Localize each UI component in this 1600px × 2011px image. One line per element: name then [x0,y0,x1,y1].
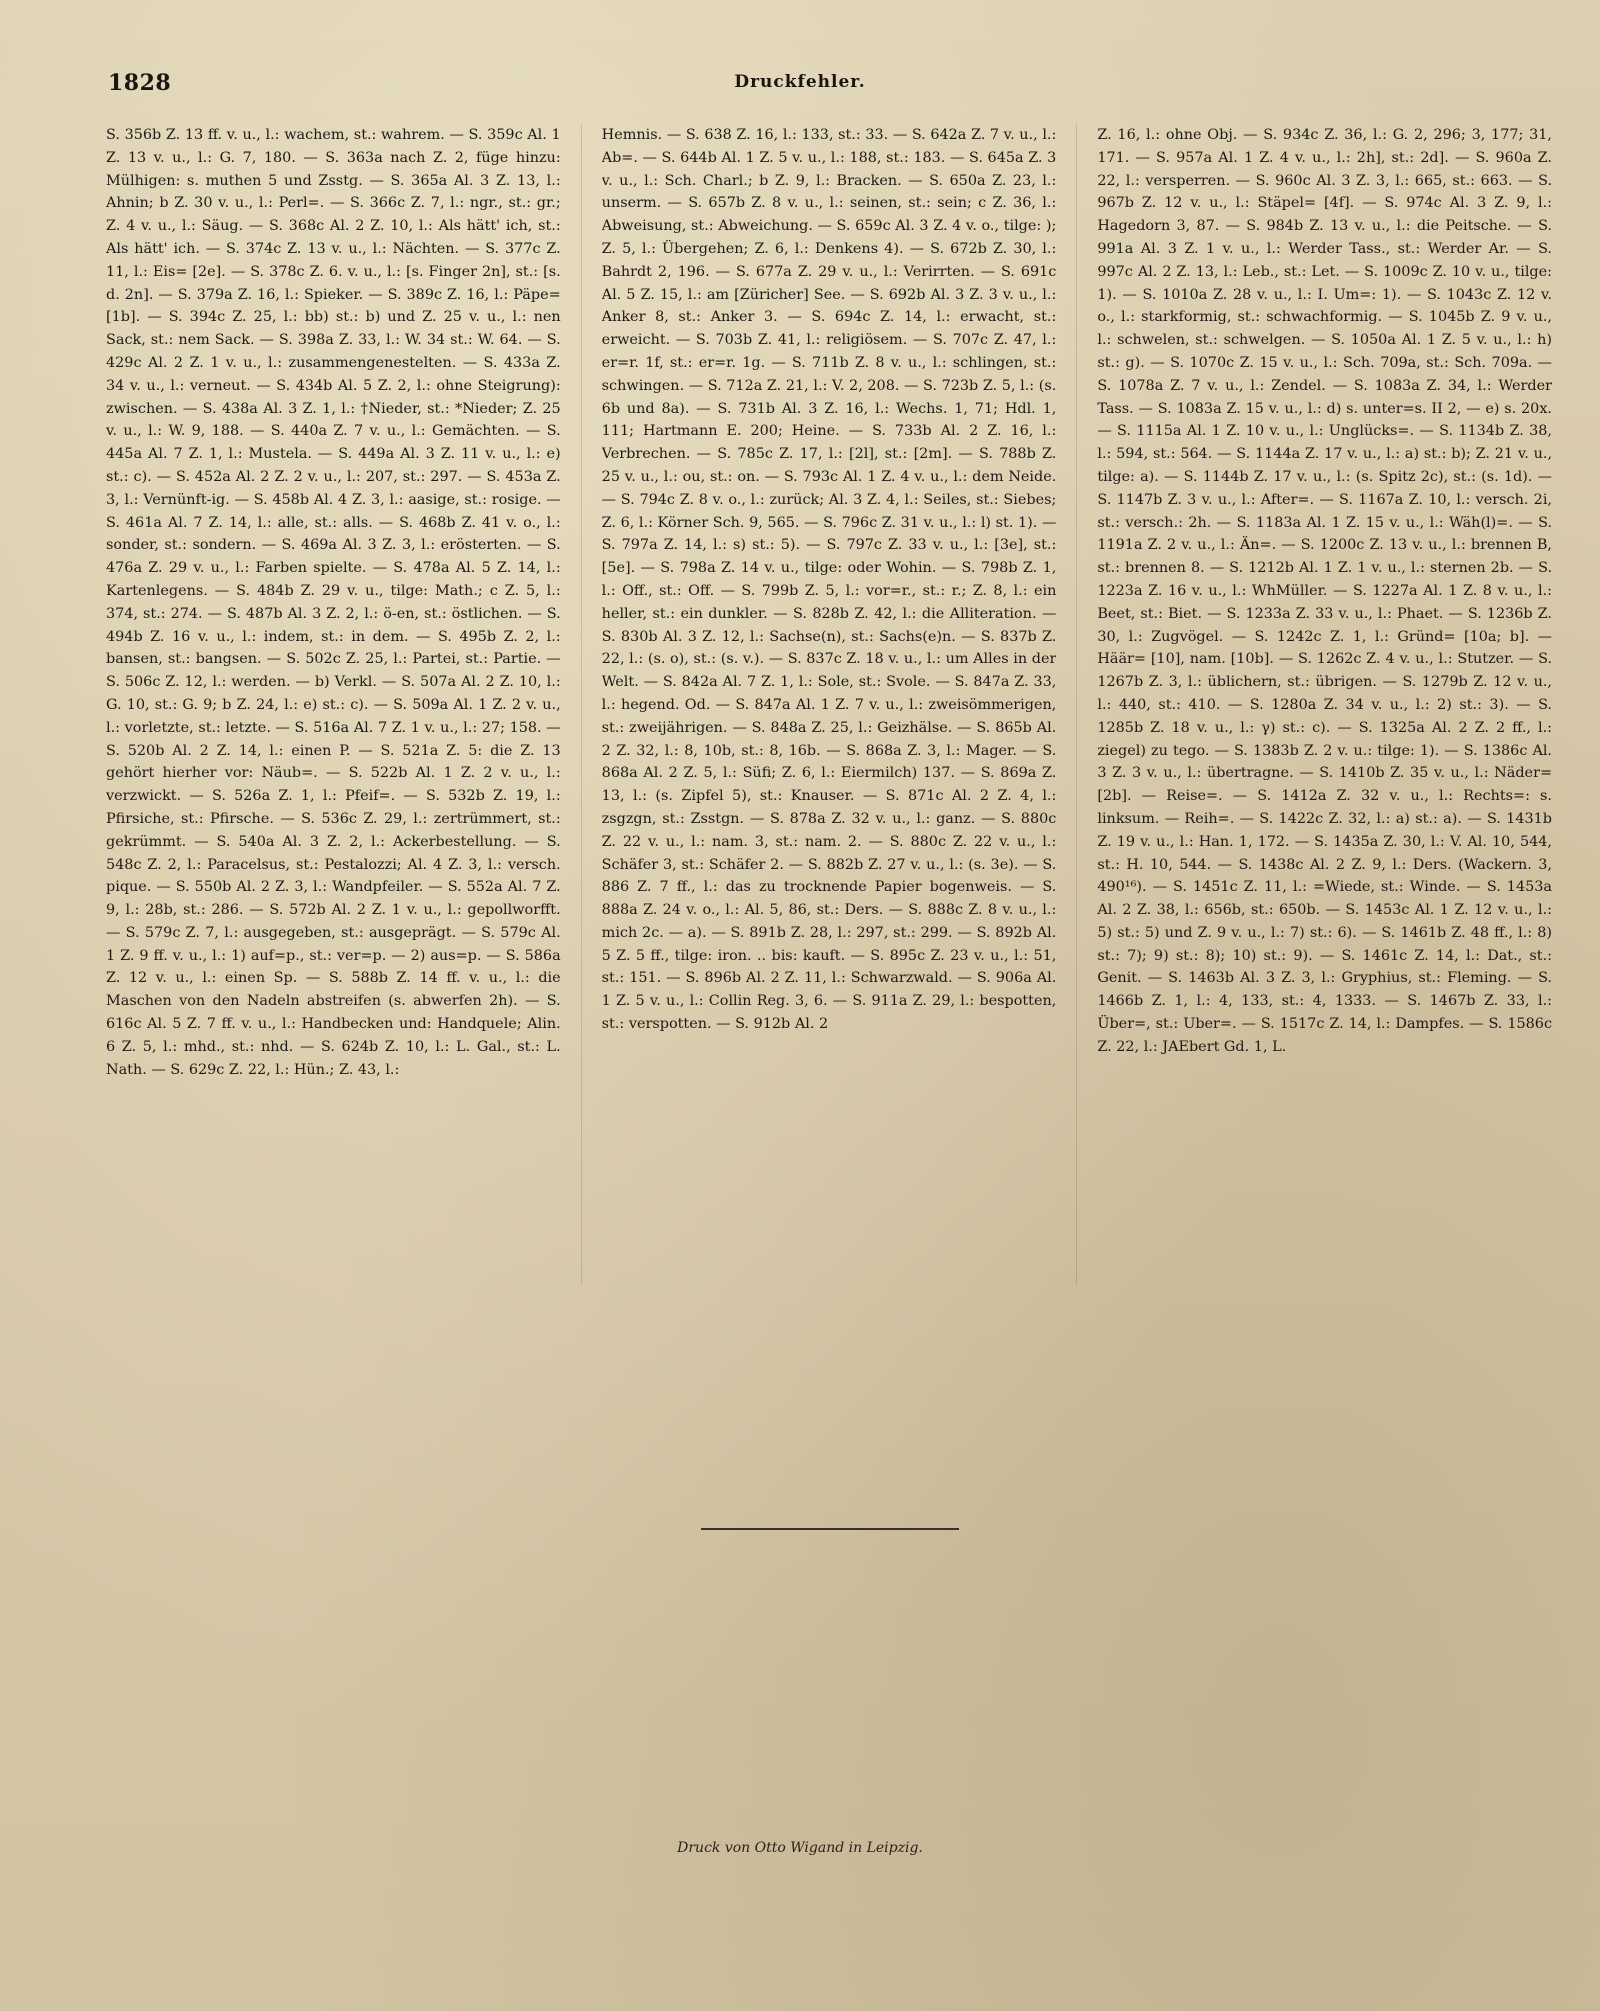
column-gutter [581,124,582,1284]
printer-imprint: Druck von Otto Wigand in Leipzig. [677,1840,923,1856]
errata-columns [106,124,1552,1284]
errata-column-left: S. 356b Z. 13 ff. v. u., l.: wachem, st.: wahrem. — S. 359c Al. 1 Z. 13 v. u., l.: G. 7, 180. — S. 363a nach Z. 2, füge hinzu: Mülhigen: s. muthen 5 und Zsstg. — S. 365a Al. 3 Z. 13, l.: Ahnin; b Z. 30 v. u., l.: Perl=. — S. 366c Z. 7, l.: ngr., st.: gr.; Z. 4 v. u., l.: Säug. — S. 368c Al. 2 Z. 10, l.: Als hätt' ich, st.: Als hätt' ich. — S. 374c Z. 13 v. u., l.: Nächten. — S. 377c Z. 11, l.: Eis= [2e]. — S. 378c Z. 6. v. u., l.: [s. Finger 2n], st.: [s. d. 2n]. — S. 379a Z. 16, l.: Spieker. — S. 389c Z. 16, l.: Päpe= [1b]. — S. 394c Z. 25, l.: bb) st.: b) und Z. 25 v. u., l.: nen Sack, st.: nem Sack. — S. 398a Z. 33, l.: W. 34 st.: W. 64. — S. 429c Al. 2 Z. 1 v. u., l.: zusammengenestelten. — S. 433a Z. 34 v. u., l.: verneut. — S. 434b Al. 5 Z. 2, l.: ohne Steigrung): zwischen. — S. 438a Al. 3 Z. 1, l.: †Nieder, st.: *Nieder; Z. 25 v. u., l.: W. 9, 188. — S. 440a Z. 7 v. u., l.: Gemächten. — S. 445a Al. 7 Z. 1, l.: Mustela. — S. 449a Al. 3 Z. 11 v. u., l.: e) st.: c). — S. 452a Al. 2 Z. 2 v. u., l.: 207, st.: 297. — S. 453a Z. 3, l.: Vernünft-ig. — S. 458b Al. 4 Z. 3, l.: aasige, st.: rosige. — S. 461a Al. 7 Z. 14, l.: alle, st.: alls. — S. 468b Z. 41 v. o., l.: sonder, st.: sondern. — S. 469a Al. 3 Z. 3, l.: erösterten. — S. 476a Z. 29 v. u., l.: Farben spielte. — S. 478a Al. 5 Z. 14, l.: Kartenlegens. — S. 484b Z. 29 v. u., tilge: Math.; c Z. 5, l.: 374, st.: 274. — S. 487b Al. 3 Z. 2, l.: ö-en, st.: östlichen. — S. 494b Z. 16 v. u., l.: indem, st.: in dem. — S. 495b Z. 2, l.: bansen, st.: bangsen. — S. 502c Z. 25, l.: Partei, st.: Partie. — S. 506c Z. 12, l.: werden. — b) Verkl. — S. 507a Al. 2 Z. 10, l.: G. 10, st.: G. 9; b Z. 24, l.: e) st.: c). — S. 509a Al. 1 Z. 2 v. u., l.: vorletzte, st.: letzte. — S. 516a Al. 7 Z. 1 v. u., l.: 27; 158. — S. 520b Al. 2 Z. 14, l.: einen P. — S. 521a Z. 5: die Z. 13 gehört hierher vor: Näub=. — S. 522b Al. 1 Z. 2 v. u., l.: verzwickt. — S. 526a Z. 1, l.: Pfeif=. — S. 532b Z. 19, l.: Pfirsiche, st.: Pfirsche. — S. 536c Z. 29, l.: zertrümmert, st.: gekrümmt. — S. 540a Al. 3 Z. 2, l.: Ackerbestellung. — S. 548c Z. 2, l.: Paracelsus, st.: Pestalozzi; Al. 4 Z. 3, l.: versch. pique. — S. 550b Al. 2 Z. 3, l.: Wandpfeiler. — S. 552a Al. 7 Z. 9, l.: 28b, st.: 286. — S. 572b Al. 2 Z. 1 v. u., l.: gepollworfft. — S. 579c Z. 7, l.: ausgegeben, st.: ausgeprägt. — S. 579c Al. 1 Z. 9 ff. v. u., l.: 1) auf=p., st.: ver=p. — 2) aus=p. — S. 586a Z. 12 v. u., l.: einen Sp. — S. 588b Z. 14 ff. v. u., l.: die Maschen von den Nadeln abstreifen (s. abwerfen 2h). — S. 616c Al. 5 Z. 7 ff. v. u., l.: Handbecken und: Handquele; Alin. 6 Z. 5, l.: mhd., st.: nhd. — S. 624b Z. 10, l.: L. Gal., st.: L. Nath. — S. 629c Z. 22, l.: Hün.; Z. 43, l.: [106,127,561,1078]
section-divider-rule [701,1528,959,1530]
errata-column-middle: Hemnis. — S. 638 Z. 16, l.: 133, st.: 33. — S. 642a Z. 7 v. u., l.: Ab=. — S. 644b Al. 1 Z. 5 v. u., l.: 188, st.: 183. — S. 645a Z. 3 v. u., l.: Sch. Charl.; b Z. 9, l.: Bracken. — S. 650a Z. 23, l.: unserm. — S. 657b Z. 8 v. u., l.: seinen, st.: sein; c Z. 36, l.: Abweisung, st.: Abweichung. — S. 659c Al. 3 Z. 4 v. o., tilge: ); Z. 5, l.: Übergehen; Z. 6, l.: Denkens 4). — S. 672b Z. 30, l.: Bahrdt 2, 196. — S. 677a Z. 29 v. u., l.: Verirrten. — S. 691c Al. 5 Z. 15, l.: am [Züricher] See. — S. 692b Al. 3 Z. 3 v. u., l.: Anker 8, st.: Anker 3. — S. 694c Z. 14, l.: erwacht, st.: erweicht. — S. 703b Z. 41, l.: religiösem. — S. 707c Z. 47, l.: er=r. 1f, st.: er=r. 1g. — S. 711b Z. 8 v. u., l.: schlingen, st.: schwingen. — S. 712a Z. 21, l.: V. 2, 208. — S. 723b Z. 5, l.: (s. 6b und 8a). — S. 731b Al. 3 Z. 16, l.: Wechs. 1, 71; Hdl. 1, 111; Hartmann E. 200; Heine. — S. 733b Al. 2 Z. 16, l.: Verbrechen. — S. 785c Z. 17, l.: [2l], st.: [2m]. — S. 788b Z. 25 v. u., l.: ou, st.: on. — S. 793c Al. 1 Z. 4 v. u., l.: dem Neide. — S. 794c Z. 8 v. o., l.: zurück; Al. 3 Z. 4, l.: Seiles, st.: Siebes; Z. 6, l.: Körner Sch. 9, 565. — S. 796c Z. 31 v. u., l.: l) st. 1). — S. 797a Z. 14, l.: s) st.: 5). — S. 797c Z. 33 v. u., l.: [3e], st.: [5e]. — S. 798a Z. 14 v. u., tilge: oder Wohin. — S. 798b Z. 1, l.: Off., st.: Off. — S. 799b Z. 5, l.: vor=r., st.: r.; Z. 8, l.: ein heller, st.: ein dunkler. — S. 828b Z. 42, l.: die Alliteration. — S. 830b Al. 3 Z. 12, l.: Sachse(n), st.: Sachs(e)n. — S. 837b Z. 22, l.: (s. o), st.: (s. v.). — S. 837c Z. 18 v. u., l.: um Alles in der Welt. — S. 842a Al. 7 Z. 1, l.: Sole, st.: Svole. — S. 847a Z. 33, l.: hegend. Od. — S. 847a Al. 1 Z. 7 v. u., l.: zweisömmerigen, st.: zweijährigen. — S. 848a Z. 25, l.: Geizhälse. — S. 865b Al. 2 Z. 32, l.: 8, 10b, st.: 8, 16b. — S. 868a Z. 3, l.: Mager. — S. 868a Al. 2 Z. 5, l.: Süfi; Z. 6, l.: Eiermilch) 137. — S. 869a Z. 13, l.: (s. Zipfel 5), st.: Knauser. — S. 871c Al. 2 Z. 4, l.: zsgzgn, st.: Zsstgn. — S. 878a Z. 32 v. u., l.: ganz. — S. 880c Z. 22 v. u., l.: nam. 3, st.: nam. 2. — S. 880c Z. 22 v. u., l.: Schäfer 3, st.: Schäfer 2. — S. 882b Z. 27 v. u., l.: (s. 3e). — S. 886 Z. 7 ff., l.: das zu trocknende Papier bogenweis. — S. 888a Z. 24 v. o., l.: Al. 5, 86, st.: Ders. — S. 888c Z. 8 v. u., l.: mich 2c. — a). — S. 891b Z. 28, l.: 297, st.: 299. — S. 892b Al. 5 Z. 5 ff., tilge: iron. .. bis: kauft. — S. 895c Z. 23 v. u., l.: 51, st.: 151. — S. 896b Al. 2 Z. 11, l.: Schwarzwald. — S. 906a Al. 1 Z. 5 v. u., l.: Collin Reg. 3, 6. — S. 911a Z. 29, l.: bespotten, st.: verspotten. — S. 912b Al. 2 [601,127,1057,1033]
running-title: Druckfehler. [734,72,866,92]
page-number: 1828 [108,70,172,96]
errata-column-right: Z. 16, l.: ohne Obj. — S. 934c Z. 36, l.: G. 2, 296; 3, 177; 31, 171. — S. 957a Al. 1 Z. 4 v. u., l.: 2h], st.: 2d]. — S. 960a Z. 22, l.: versperren. — S. 960c Al. 3 Z. 3, l.: 665, st.: 663. — S. 967b Z. 12 v. u., l.: Stäpel= [4f]. — S. 974c Al. 3 Z. 9, l.: Hagedorn 3, 87. — S. 984b Z. 13 v. u., l.: die Peitsche. — S. 991a Al. 3 Z. 1 v. u., l.: Werder Tass., st.: Werder Ar. — S. 997c Al. 2 Z. 13, l.: Leb., st.: Let. — S. 1009c Z. 10 v. u., tilge: 1). — S. 1010a Z. 28 v. u., l.: I. Um=: 1). — S. 1043c Z. 12 v. o., l.: starkformig, st.: schwachformig. — S. 1045b Z. 9 v. u., l.: schwelen, st.: schwelgen. — S. 1050a Al. 1 Z. 5 v. u., l.: h) st.: g). — S. 1070c Z. 15 v. u., l.: Sch. 709a, st.: Sch. 709a. — S. 1078a Z. 7 v. u., l.: Zendel. — S. 1083a Z. 34, l.: Werder Tass. — S. 1083a Z. 15 v. u., l.: d) s. unter=s. II 2, — e) s. 20x. — S. 1115a Al. 1 Z. 10 v. u., l.: Unglücks=. — S. 1134b Z. 38, l.: 594, st.: 564. — S. 1144a Z. 17 v. u., l.: a) st.: b); Z. 21 v. u., tilge: a). — S. 1144b Z. 17 v. u., l.: (s. Spitz 2c), st.: (s. 1d). — S. 1147b Z. 3 v. u., l.: After=. — S. 1167a Z. 10, l.: versch. 2i, st.: versch.: 2h. — S. 1183a Al. 1 Z. 15 v. u., l.: Wäh(l)=. — S. 1191a Z. 2 v. u., l.: Än=. — S. 1200c Z. 13 v. u., l.: brennen B, st.: brennen 8. — S. 1212b Al. 1 Z. 1 v. u., l.: sternen 2b. — S. 1223a Z. 16 v. u., l.: WhMüller. — S. 1227a Al. 1 Z. 8 v. u., l.: Beet, st.: Biet. — S. 1233a Z. 33 v. u., l.: Phaet. — S. 1236b Z. 30, l.: Zugvögel. — S. 1242c Z. 1, l.: Gründ= [10a; b]. — Häär= [10], nam. [10b]. — S. 1262c Z. 4 v. u., l.: Stutzer. — S. 1267b Z. 3, l.: üblichern, st.: übrigen. — S. 1279b Z. 12 v. u., l.: 440, st.: 410. — S. 1280a Z. 34 v. u., l.: 2) st.: 3). — S. 1285b Z. 18 v. u., l.: γ) st.: c). — S. 1325a Al. 2 Z. 2 ff., l.: ziegel) zu tego. — S. 1383b Z. 2 v. u.: tilge: 1). — S. 1386c Al. 3 Z. 3 v. u., l.: übertragne. — S. 1410b Z. 35 v. u., l.: Näder= [2b]. — Reise=. — S. 1412a Z. 32 v. u., l.: Rechts=: s. linksum. — Reih=. — S. 1422c Z. 32, l.: a) st.: a). — S. 1431b Z. 19 v. u., l.: Han. 1, 172. — S. 1435a Z. 30, l.: V. Al. 10, 544, st.: H. 10, 544. — S. 1438c Al. 2 Z. 9, l.: Ders. (Wackern. 3, 490¹⁶). — S. 1451c Z. 11, l.: =Wiede, st.: Winde. — S. 1453a Al. 2 Z. 38, l.: 656b, st.: 650b. — S. 1453c Al. 1 Z. 12 v. u., l.: 5) st.: 5) und Z. 9 v. u., l.: 7) st.: 6). — S. 1461b Z. 48 ff., l.: 8) st.: 7); 9) st.: 8); 10) st.: 9). — S. 1461c Z. 14, l.: Dat., st.: Genit. — S. 1463b Al. 3 Z. 3, l.: Gryphius, st.: Fleming. — S. 1466b Z. 1, l.: 4, 133, st.: 4, 1333. — S. 1467b Z. 33, l.: Über=, st.: Uber=. — S. 1517c Z. 14, l.: Dampfes. — S. 1586c Z. 22, l.: JAEbert Gd. 1, L. [1097,127,1553,1055]
column-gutter [1076,124,1077,1284]
